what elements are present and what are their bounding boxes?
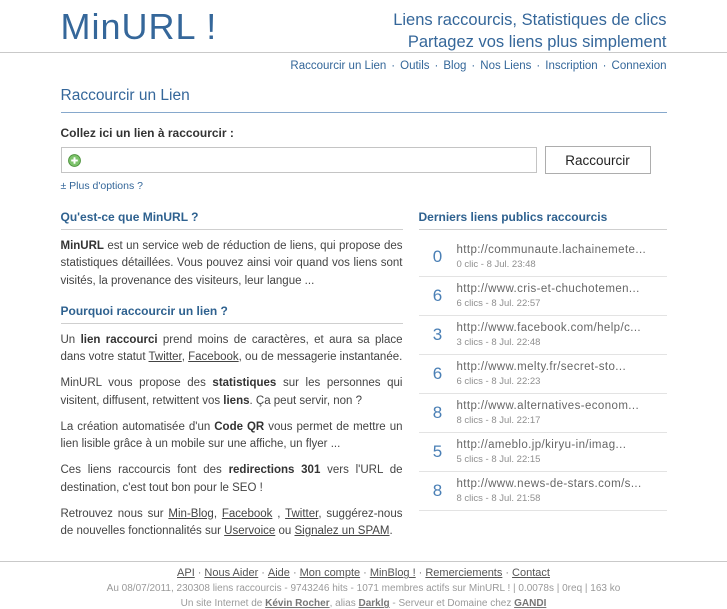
recent-link-meta: 5 clics - 8 Jul. 22:15 bbox=[456, 454, 541, 465]
nav-separator: · bbox=[434, 60, 439, 72]
nav-link-connexion[interactable]: Connexion bbox=[611, 60, 667, 72]
footer-link-mon-compte[interactable]: Mon compte bbox=[299, 567, 361, 580]
recent-link-url[interactable]: http://www.cris-et-chuchotemen... bbox=[456, 283, 640, 295]
recent-link-item bbox=[419, 277, 667, 316]
tagline-line-2: Partagez vos liens plus simplement bbox=[407, 33, 667, 52]
recent-link-item bbox=[419, 238, 667, 277]
footer-separator: · bbox=[197, 567, 202, 580]
nav-link-outils[interactable]: Outils bbox=[400, 60, 430, 72]
credit-link-darklg[interactable]: Darklg bbox=[358, 598, 390, 609]
footer-link-api[interactable]: API bbox=[177, 567, 195, 580]
url-input[interactable] bbox=[87, 150, 532, 170]
footer-separator: · bbox=[363, 567, 367, 580]
nav-separator: · bbox=[602, 60, 607, 72]
text: , suggérez-nous de nouvelles fonctionnalités sur bbox=[60, 507, 403, 537]
footer-separator: · bbox=[292, 567, 297, 580]
recent-link-meta: 8 clics - 8 Jul. 21:58 bbox=[456, 493, 541, 504]
recent-link-body bbox=[457, 400, 667, 426]
paragraph bbox=[61, 462, 403, 497]
click-count: 6 bbox=[432, 364, 443, 383]
paragraph bbox=[61, 419, 403, 454]
footer-link-minblog[interactable]: MinBlog ! bbox=[369, 567, 416, 580]
footer bbox=[0, 562, 727, 609]
text: vers l'URL de destination, c'est tout bon pour le SEO ! bbox=[60, 464, 403, 494]
paragraph bbox=[61, 238, 403, 290]
recent-link-meta: 6 clics - 8 Jul. 22:23 bbox=[456, 376, 541, 387]
recent-link-body bbox=[457, 478, 667, 504]
nav-separator: · bbox=[536, 60, 541, 72]
bold-text: liens bbox=[223, 394, 250, 407]
text: Retrouvez nous sur bbox=[60, 507, 169, 520]
text: est un service web de réduction de liens, qui propose des statistiques détaillées. Vous pouvez ainsi voir quand vos liens sont visités, la provenance des visiteurs, leur langue ... bbox=[60, 240, 403, 287]
recent-link-meta: 3 clics - 8 Jul. 22:48 bbox=[456, 337, 541, 348]
nav-link-inscription[interactable]: Inscription bbox=[545, 60, 598, 72]
bold-text: redirections 301 bbox=[228, 464, 321, 477]
nav-link-nos-liens[interactable]: Nos Liens bbox=[480, 60, 532, 72]
bold-text: statistiques bbox=[212, 377, 277, 390]
text: , ou de messagerie instantanée. bbox=[238, 351, 403, 363]
footer-link-remerciements[interactable]: Remerciements bbox=[425, 567, 503, 580]
footer-link-aide[interactable]: Aide bbox=[267, 567, 290, 580]
body-link-facebook[interactable]: Facebook bbox=[221, 507, 273, 520]
tagline bbox=[393, 6, 666, 54]
footer-stats: Au 08/07/2011, 230308 liens raccourcis - 9743246 hits - 1071 membres actifs sur MinURL ! | 0.0078s | 0req | 163 ko bbox=[106, 583, 621, 595]
shorten-label: Collez ici un lien à raccourcir : bbox=[60, 126, 234, 140]
text: , alias bbox=[329, 598, 359, 609]
bold-text: lien raccourci bbox=[80, 333, 158, 346]
bold-text: Code QR bbox=[214, 420, 265, 433]
text: Un site Internet de bbox=[180, 598, 266, 609]
text: Un bbox=[60, 333, 81, 346]
recent-links-list bbox=[419, 238, 667, 511]
recent-link-body bbox=[457, 439, 667, 465]
text: - Serveur et Domaine chez bbox=[389, 598, 515, 609]
text: prend moins de caractères, et aura sa place dans votre statut bbox=[60, 333, 403, 363]
click-count: 5 bbox=[432, 442, 443, 461]
paragraph bbox=[61, 332, 403, 367]
recent-link-item bbox=[419, 316, 667, 355]
recent-link-url[interactable]: http://communaute.lachainemete... bbox=[456, 244, 647, 256]
text: Ces liens raccourcis font des bbox=[60, 464, 229, 477]
click-count: 3 bbox=[432, 325, 443, 344]
click-count: 8 bbox=[432, 481, 443, 500]
section-title-qu-est-ce-que-minurl: Qu'est-ce que MinURL ? bbox=[61, 210, 403, 230]
shorten-button[interactable]: Raccourcir bbox=[545, 146, 651, 174]
more-options-link[interactable]: ± Plus d'options ? bbox=[60, 180, 143, 192]
recent-link-meta: 0 clic - 8 Jul. 23:48 bbox=[456, 259, 536, 270]
text: , bbox=[272, 507, 286, 520]
body-link-twitter[interactable]: Twitter bbox=[285, 507, 319, 520]
body-link-uservoice[interactable]: Uservoice bbox=[224, 525, 276, 537]
body-link-min-blog[interactable]: Min-Blog bbox=[168, 507, 214, 520]
recent-link-body bbox=[457, 283, 667, 309]
text: La création automatisée d'un bbox=[60, 420, 215, 433]
body-link-twitter[interactable]: Twitter bbox=[148, 351, 182, 363]
text: , bbox=[213, 507, 222, 520]
text: . Ça peut servir, non ? bbox=[249, 394, 363, 407]
click-count: 6 bbox=[432, 286, 443, 305]
recent-link-meta: 8 clics - 8 Jul. 22:17 bbox=[456, 415, 541, 426]
credit-link-kevin-rocher[interactable]: Kévin Rocher bbox=[265, 598, 330, 609]
main-nav bbox=[61, 53, 667, 72]
text: vous permet de mettre un lien lisible grâce à un mobile sur une affiche, un flyer ... bbox=[60, 420, 403, 450]
about-column bbox=[61, 196, 403, 549]
footer-links bbox=[0, 567, 727, 579]
nav-link-raccourcir-un-lien[interactable]: Raccourcir un Lien bbox=[290, 60, 387, 72]
footer-link-contact[interactable]: Contact bbox=[512, 567, 550, 580]
recent-link-item bbox=[419, 394, 667, 433]
bold-text: MinURL bbox=[60, 240, 104, 252]
add-icon bbox=[68, 154, 81, 167]
page-title: Raccourcir un Lien bbox=[61, 87, 667, 113]
section-title-pourquoi-raccourcir-un-lien: Pourquoi raccourcir un lien ? bbox=[61, 304, 403, 324]
recent-link-body bbox=[457, 322, 667, 348]
nav-separator: · bbox=[471, 60, 476, 72]
tagline-line-1: Liens raccourcis, Statistiques de clics bbox=[393, 11, 667, 29]
click-count: 8 bbox=[432, 403, 443, 422]
text: MinURL vous propose des bbox=[60, 377, 213, 390]
text: ou bbox=[275, 525, 295, 537]
recent-link-url[interactable]: http://www.news-de-stars.com/s... bbox=[456, 478, 642, 490]
body-link-facebook[interactable]: Facebook bbox=[188, 351, 239, 363]
text: . bbox=[389, 525, 393, 537]
url-input-wrap bbox=[61, 147, 537, 173]
paragraph bbox=[61, 375, 403, 410]
body-link-signalez-un-spam[interactable]: Signalez un SPAM bbox=[294, 525, 390, 537]
footer-separator: · bbox=[505, 567, 510, 580]
site-logo[interactable]: MinURL ! bbox=[60, 6, 218, 47]
recent-links-title: Derniers liens publics raccourcis bbox=[419, 210, 667, 230]
footer-separator: · bbox=[418, 567, 423, 580]
recent-link-url[interactable]: http://www.facebook.com/help/c... bbox=[456, 322, 642, 334]
recent-link-item bbox=[419, 433, 667, 472]
credit-link-gandi[interactable]: GANDI bbox=[514, 598, 547, 609]
recent-link-item bbox=[419, 472, 667, 511]
header bbox=[61, 0, 667, 52]
nav-separator: · bbox=[391, 60, 396, 72]
shorten-form bbox=[61, 126, 667, 194]
recent-link-url[interactable]: http://www.melty.fr/secret-sto... bbox=[456, 361, 627, 373]
recent-link-body bbox=[457, 244, 667, 270]
footer-credits bbox=[0, 598, 727, 609]
recent-link-item bbox=[419, 355, 667, 394]
footer-link-nous-aider[interactable]: Nous Aider bbox=[204, 567, 259, 580]
recent-link-meta: 6 clics - 8 Jul. 22:57 bbox=[456, 298, 541, 309]
nav-link-blog[interactable]: Blog bbox=[443, 60, 467, 72]
footer-separator: · bbox=[261, 567, 265, 580]
text: sur les personnes qui visitent, diffusent, retwittent vos bbox=[60, 377, 403, 407]
click-count: 0 bbox=[432, 247, 443, 266]
text: , bbox=[181, 351, 189, 363]
paragraph bbox=[61, 506, 403, 541]
recent-link-url[interactable]: http://www.alternatives-econom... bbox=[456, 400, 640, 412]
recent-link-body bbox=[457, 361, 667, 387]
recent-link-url[interactable]: http://ameblo.jp/kiryu-in/imag... bbox=[456, 439, 627, 451]
recent-links-column bbox=[419, 196, 667, 549]
